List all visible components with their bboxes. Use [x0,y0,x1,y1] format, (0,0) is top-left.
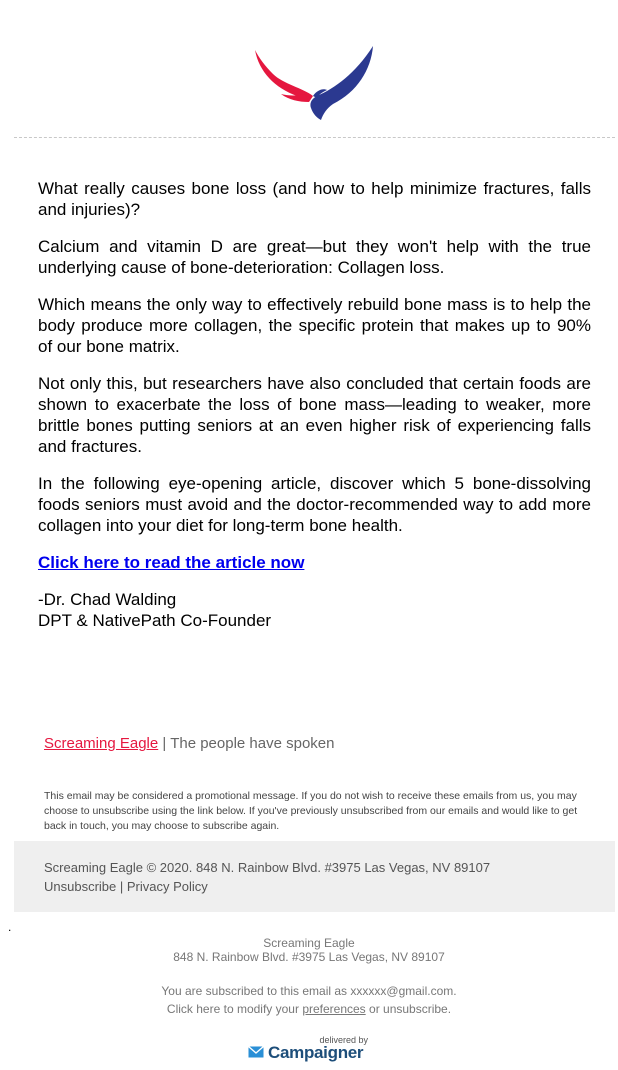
modify-prefix: Click here to modify your [166,1002,303,1016]
modify-suffix: or unsubscribe. [365,1002,452,1016]
email-body [38,178,591,631]
tagline-separator: | [158,735,171,752]
paragraph-4: Not only this, but researchers have also concluded that certain foods are shown to exacerbate the loss of bone mass—leading to weaker, more brittle bones putting seniors at an even higher risk of experiencing falls and fractures. [38,374,591,456]
eagle-logo-icon [253,44,377,122]
brand-tagline [44,735,335,752]
footer-separator: | [116,879,127,894]
footer-address: Screaming Eagle © 2020. 848 N. Rainbow Blvd. #3975 Las Vegas, NV 89107 [44,860,491,875]
paragraph-2: Calcium and vitamin D are great—but they won't help with the true underlying cause of bone-deterioration: Collagen loss. [38,237,591,277]
paragraph-1: What really causes bone loss (and how to help minimize fractures, falls and injuries)? [38,179,591,219]
footer-links [44,879,208,894]
stray-dot: . [8,920,12,934]
privacy-policy-link[interactable]: Privacy Policy [126,879,208,894]
subscribed-notice: You are subscribed to this email as xxxxxx@gmail.com. [161,984,457,998]
envelope-icon [248,1046,264,1058]
unsubscribe-link[interactable]: Unsubscribe [44,879,117,894]
brand-link[interactable]: Screaming Eagle [44,735,159,752]
promo-notice: This email may be considered a promotional message. If you do not wish to receive these emails from us, you may choose to unsubscribe using the link below. If you've previously unsubscribed from our emails and would like to get back in touch, you may choose to subscribe again. [44,790,578,832]
campaigner-brand: Campaigner [268,1043,364,1062]
campaigner-sender-address: 848 N. Rainbow Blvd. #3975 Las Vegas, NV 89107 [173,950,445,964]
header-divider [14,137,615,138]
delivered-by-label: delivered by [319,1035,368,1045]
preferences-link[interactable]: preferences [302,1002,366,1016]
paragraph-5: In the following eye-opening article, discover which 5 bone-dissolving foods seniors must avoid and the doctor-recommended way to add more collagen into your diet for long-term bone health. [38,474,591,535]
paragraph-3: Which means the only way to effectively rebuild bone mass is to help the body produce more collagen, the specific protein that makes up to 90% of our bone matrix. [38,295,591,356]
campaigner-badge[interactable] [248,1035,372,1063]
modify-preferences-line [0,1002,618,1016]
footer-box [14,841,615,912]
signature-title: DPT & NativePath Co-Founder [38,611,272,630]
campaigner-sender-name: Screaming Eagle [263,936,355,950]
read-article-link[interactable]: Click here to read the article now [38,553,305,572]
signature-name: -Dr. Chad Walding [38,590,177,609]
tagline-text: The people have spoken [170,735,335,752]
